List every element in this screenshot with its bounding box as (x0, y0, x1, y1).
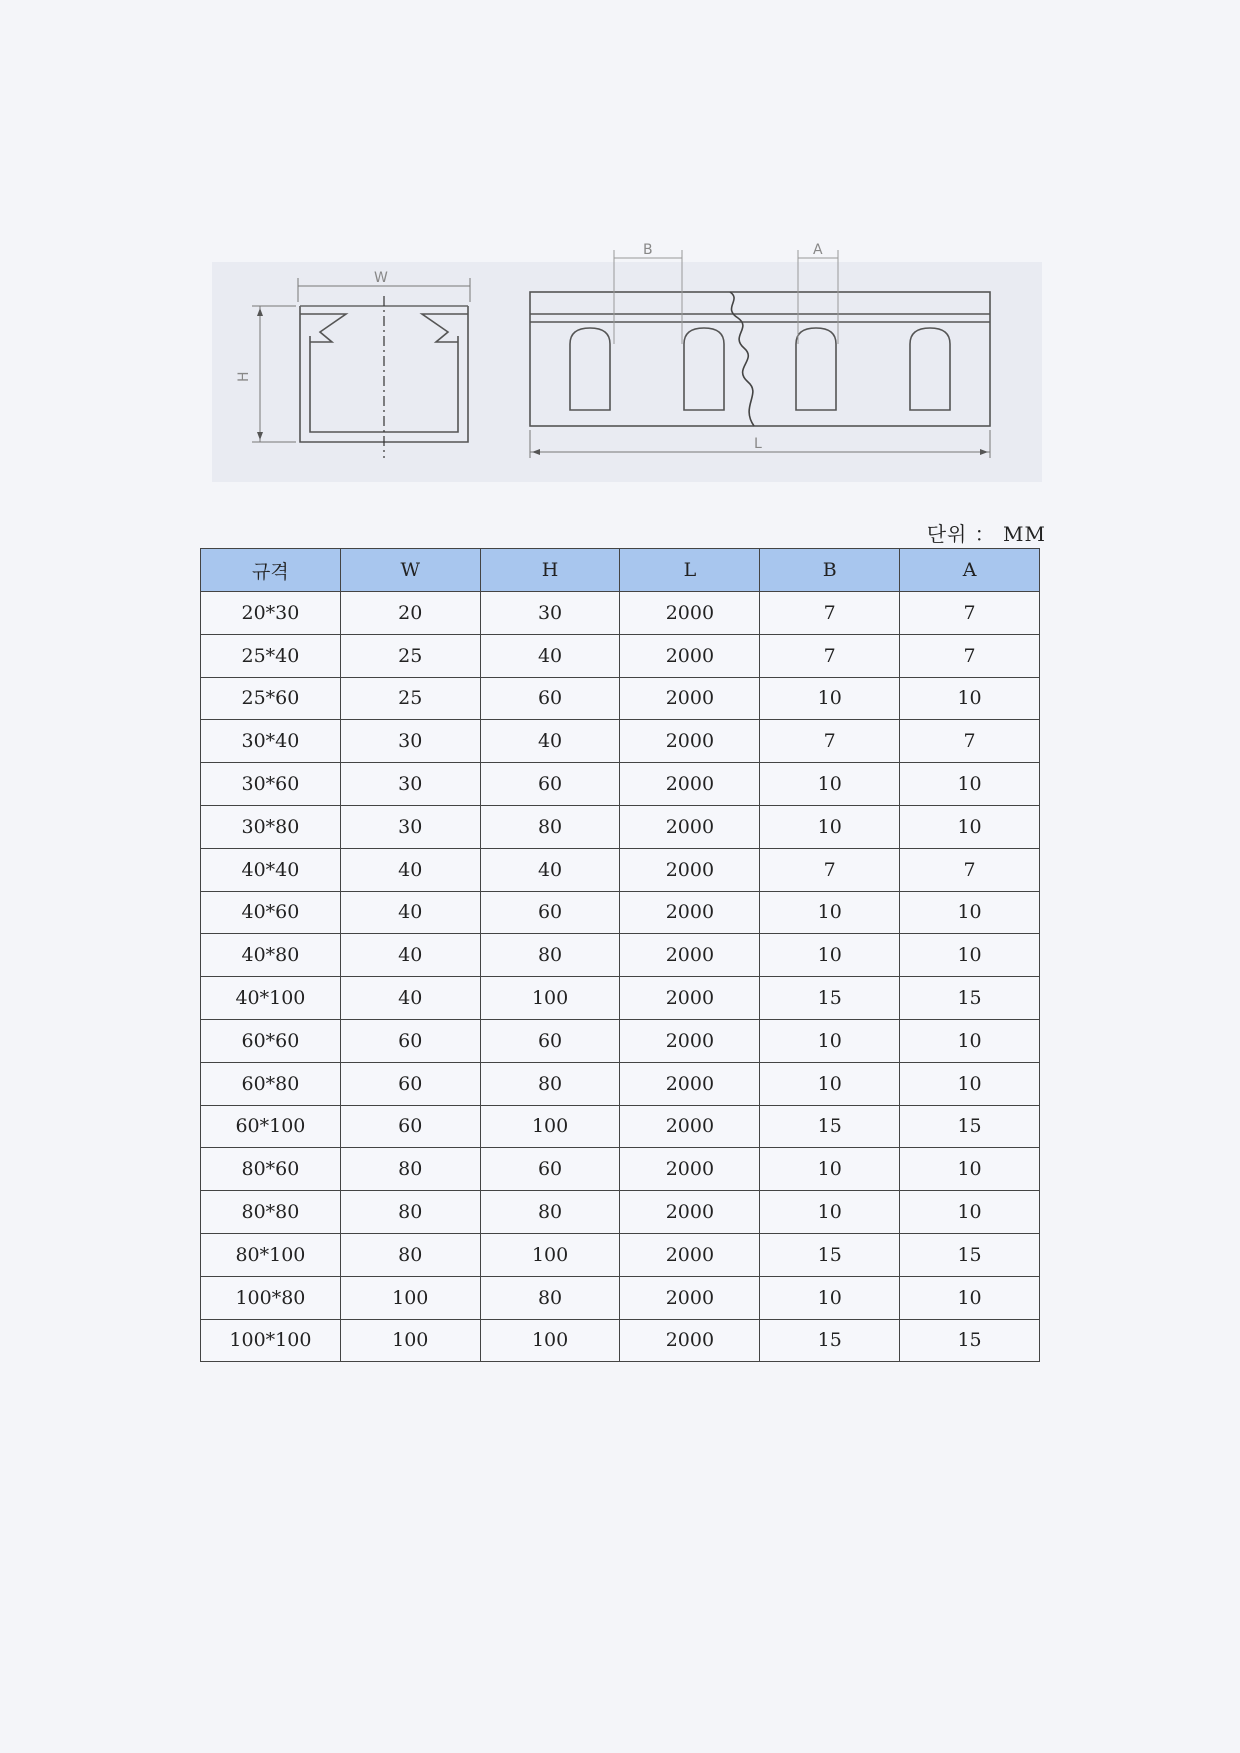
table-cell: 15 (900, 1319, 1040, 1362)
table-cell: 80 (480, 1191, 620, 1234)
table-cell: 60 (340, 1062, 480, 1105)
duct-technical-drawing (212, 236, 1042, 482)
table-cell: 2000 (620, 720, 760, 763)
table-cell: 100*100 (201, 1319, 341, 1362)
table-cell: 30 (340, 720, 480, 763)
table-cell: 2000 (620, 1105, 760, 1148)
label-l: L (754, 436, 762, 452)
table-row (201, 1191, 1040, 1234)
table-cell: 7 (760, 592, 900, 635)
table-cell: 2000 (620, 677, 760, 720)
table-cell: 7 (760, 634, 900, 677)
table-row (201, 720, 1040, 763)
table-cell: 10 (760, 763, 900, 806)
header-spec: 규격 (201, 549, 341, 592)
table-cell: 40*60 (201, 891, 341, 934)
table-cell: 30*80 (201, 805, 341, 848)
table-cell: 10 (900, 1062, 1040, 1105)
table-cell: 40*80 (201, 934, 341, 977)
table-cell: 10 (760, 1191, 900, 1234)
table-cell: 30 (340, 763, 480, 806)
table-cell: 10 (760, 677, 900, 720)
table-cell: 15 (900, 1233, 1040, 1276)
table-cell: 30 (480, 592, 620, 635)
table-cell: 2000 (620, 1019, 760, 1062)
table-cell: 30*40 (201, 720, 341, 763)
table-cell: 15 (760, 1233, 900, 1276)
spec-table (200, 548, 1040, 1362)
table-cell: 60 (480, 1019, 620, 1062)
table-cell: 100 (340, 1319, 480, 1362)
table-body (201, 592, 1040, 1362)
table-cell: 40 (480, 634, 620, 677)
table-cell: 80 (480, 1062, 620, 1105)
header-b: B (760, 549, 900, 592)
table-cell: 80 (480, 934, 620, 977)
table-cell: 30*60 (201, 763, 341, 806)
table-cell: 60 (480, 891, 620, 934)
table-cell: 60*60 (201, 1019, 341, 1062)
table-cell: 7 (760, 720, 900, 763)
table-cell: 2000 (620, 1276, 760, 1319)
table-row (201, 1105, 1040, 1148)
table-cell: 2000 (620, 592, 760, 635)
table-cell: 2000 (620, 848, 760, 891)
table-cell: 2000 (620, 934, 760, 977)
table-cell: 15 (900, 1105, 1040, 1148)
header-w: W (340, 549, 480, 592)
table-cell: 2000 (620, 977, 760, 1020)
table-cell: 10 (900, 1191, 1040, 1234)
table-cell: 10 (760, 805, 900, 848)
table-cell: 10 (900, 763, 1040, 806)
table-cell: 10 (900, 677, 1040, 720)
unit-label: 단위 ： MM (926, 522, 1046, 546)
table-row (201, 1233, 1040, 1276)
table-cell: 60*80 (201, 1062, 341, 1105)
table-row (201, 848, 1040, 891)
table-cell: 2000 (620, 805, 760, 848)
table-row (201, 1319, 1040, 1362)
table-cell: 80*80 (201, 1191, 341, 1234)
table-row (201, 1148, 1040, 1191)
label-a: A (813, 242, 823, 258)
table-cell: 10 (760, 1276, 900, 1319)
table-cell: 10 (900, 934, 1040, 977)
table-cell: 10 (760, 891, 900, 934)
table-cell: 15 (760, 977, 900, 1020)
table-cell: 2000 (620, 1191, 760, 1234)
table-cell: 60 (480, 677, 620, 720)
table-cell: 80 (480, 805, 620, 848)
table-cell: 60*100 (201, 1105, 341, 1148)
table-cell: 100*80 (201, 1276, 341, 1319)
table-cell: 100 (480, 1233, 620, 1276)
table-cell: 60 (340, 1105, 480, 1148)
table-cell: 80*100 (201, 1233, 341, 1276)
table-cell: 2000 (620, 1233, 760, 1276)
table-row (201, 763, 1040, 806)
table-row (201, 934, 1040, 977)
table-cell: 10 (900, 1276, 1040, 1319)
table-row (201, 1062, 1040, 1105)
label-b: B (643, 242, 653, 258)
table-cell: 100 (480, 1319, 620, 1362)
table-cell: 25*60 (201, 677, 341, 720)
table-cell: 15 (760, 1319, 900, 1362)
table-row (201, 891, 1040, 934)
label-h: H (236, 371, 252, 382)
table-cell: 7 (900, 592, 1040, 635)
table-header-row (201, 549, 1040, 592)
table-cell: 2000 (620, 1062, 760, 1105)
table-row (201, 977, 1040, 1020)
table-cell: 7 (760, 848, 900, 891)
header-h: H (480, 549, 620, 592)
table-cell: 2000 (620, 634, 760, 677)
header-a: A (900, 549, 1040, 592)
table-cell: 2000 (620, 1148, 760, 1191)
table-cell: 10 (900, 805, 1040, 848)
table-cell: 10 (900, 1148, 1040, 1191)
table-cell: 40 (340, 977, 480, 1020)
table-cell: 60 (340, 1019, 480, 1062)
table-cell: 20 (340, 592, 480, 635)
table-cell: 10 (760, 1148, 900, 1191)
table-cell: 2000 (620, 763, 760, 806)
table-cell: 25*40 (201, 634, 341, 677)
table-cell: 60 (480, 1148, 620, 1191)
table-cell: 30 (340, 805, 480, 848)
header-l: L (620, 549, 760, 592)
table-row (201, 592, 1040, 635)
table-cell: 40 (340, 934, 480, 977)
table-cell: 80 (340, 1191, 480, 1234)
table-cell: 40 (480, 720, 620, 763)
table-cell: 2000 (620, 891, 760, 934)
table-row (201, 1276, 1040, 1319)
table-cell: 10 (760, 1062, 900, 1105)
table-row (201, 1019, 1040, 1062)
table-cell: 7 (900, 720, 1040, 763)
table-cell: 80 (340, 1148, 480, 1191)
table-cell: 10 (900, 891, 1040, 934)
table-cell: 10 (760, 1019, 900, 1062)
table-cell: 2000 (620, 1319, 760, 1362)
table-cell: 10 (760, 934, 900, 977)
table-cell: 100 (480, 1105, 620, 1148)
table-cell: 80 (480, 1276, 620, 1319)
table-cell: 20*30 (201, 592, 341, 635)
table-cell: 40 (480, 848, 620, 891)
table-cell: 80 (340, 1233, 480, 1276)
table-cell: 25 (340, 634, 480, 677)
table-cell: 15 (900, 977, 1040, 1020)
table-cell: 60 (480, 763, 620, 806)
table-cell: 40 (340, 891, 480, 934)
table-row (201, 677, 1040, 720)
table-cell: 7 (900, 634, 1040, 677)
table-cell: 25 (340, 677, 480, 720)
table-cell: 80*60 (201, 1148, 341, 1191)
table-cell: 100 (480, 977, 620, 1020)
label-w: W (374, 270, 388, 286)
table-cell: 15 (760, 1105, 900, 1148)
table-row (201, 634, 1040, 677)
table-cell: 40 (340, 848, 480, 891)
table-cell: 40*100 (201, 977, 341, 1020)
table-cell: 7 (900, 848, 1040, 891)
table-row (201, 805, 1040, 848)
table-cell: 100 (340, 1276, 480, 1319)
table-cell: 10 (900, 1019, 1040, 1062)
table-cell: 40*40 (201, 848, 341, 891)
